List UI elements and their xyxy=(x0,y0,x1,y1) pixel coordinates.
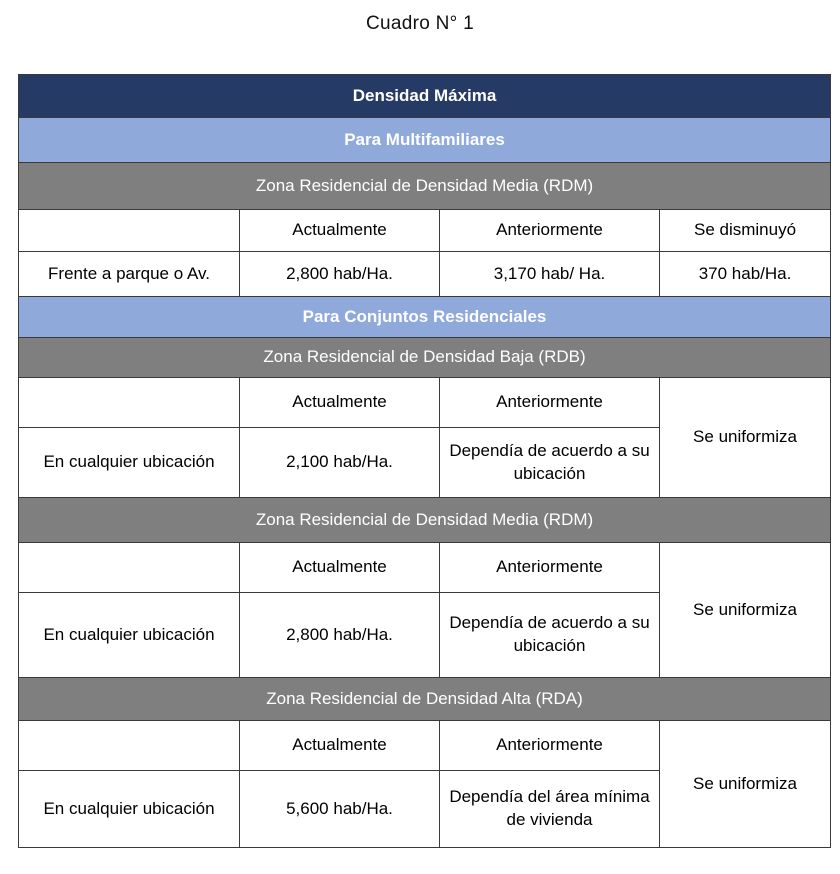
merged-note-cell: Se uniformiza xyxy=(660,543,831,678)
group-banner-multifamiliares: Para Multifamiliares xyxy=(19,118,831,163)
col-header-actualmente: Actualmente xyxy=(240,721,440,771)
data-cell-current: 2,800 hab/Ha. xyxy=(240,252,440,297)
data-cell-current: 2,100 hab/Ha. xyxy=(240,428,440,498)
col-header-anteriormente: Anteriormente xyxy=(440,721,660,771)
column-header-row xyxy=(19,543,831,593)
column-header-row xyxy=(19,210,831,252)
zone-banner-rdb: Zona Residencial de Densidad Baja (RDB) xyxy=(19,338,831,378)
page-title: Cuadro N° 1 xyxy=(365,13,475,34)
col-header-anteriormente: Anteriormente xyxy=(440,210,660,252)
group-banner-row xyxy=(19,297,831,338)
data-cell-current: 2,800 hab/Ha. xyxy=(240,593,440,678)
data-row xyxy=(19,252,831,297)
group-banner-conjuntos: Para Conjuntos Residenciales xyxy=(19,297,831,338)
col-header-actualmente: Actualmente xyxy=(240,543,440,593)
merged-note-cell: Se uniformiza xyxy=(660,378,831,498)
data-cell-current: 5,600 hab/Ha. xyxy=(240,771,440,848)
column-header-row xyxy=(19,721,831,771)
data-cell-previous: Dependía de acuerdo a su ubicación xyxy=(440,593,660,678)
zone-banner-rdm-2: Zona Residencial de Densidad Media (RDM) xyxy=(19,498,831,543)
data-cell-location: Frente a parque o Av. xyxy=(19,252,240,297)
column-header-row xyxy=(19,378,831,428)
data-cell-location: En cualquier ubicación xyxy=(19,428,240,498)
col-header-anteriormente: Anteriormente xyxy=(440,543,660,593)
zone-banner-row xyxy=(19,163,831,210)
zone-banner-row xyxy=(19,498,831,543)
col-header-se-disminuyo: Se disminuyó xyxy=(660,210,831,252)
col-header-actualmente: Actualmente xyxy=(240,378,440,428)
data-cell-location: En cualquier ubicación xyxy=(19,593,240,678)
data-cell-location: En cualquier ubicación xyxy=(19,771,240,848)
data-cell-previous: 3,170 hab/ Ha. xyxy=(440,252,660,297)
zone-banner-row xyxy=(19,338,831,378)
density-table xyxy=(18,74,831,848)
group-banner-row xyxy=(19,118,831,163)
zone-banner-rda: Zona Residencial de Densidad Alta (RDA) xyxy=(19,678,831,721)
col-header-empty xyxy=(19,378,240,428)
col-header-empty xyxy=(19,721,240,771)
data-cell-previous: Dependía de acuerdo a su ubicación xyxy=(440,428,660,498)
data-cell-previous: Dependía del área mínima de vivienda xyxy=(440,771,660,848)
merged-note-cell: Se uniformiza xyxy=(660,721,831,848)
data-cell-difference: 370 hab/Ha. xyxy=(660,252,831,297)
zone-banner-row xyxy=(19,678,831,721)
table-title-cell: Densidad Máxima xyxy=(19,75,831,118)
col-header-empty xyxy=(19,210,240,252)
col-header-anteriormente: Anteriormente xyxy=(440,378,660,428)
col-header-empty xyxy=(19,543,240,593)
col-header-actualmente: Actualmente xyxy=(240,210,440,252)
table-title-row xyxy=(19,75,831,118)
zone-banner-rdm: Zona Residencial de Densidad Media (RDM) xyxy=(19,163,831,210)
